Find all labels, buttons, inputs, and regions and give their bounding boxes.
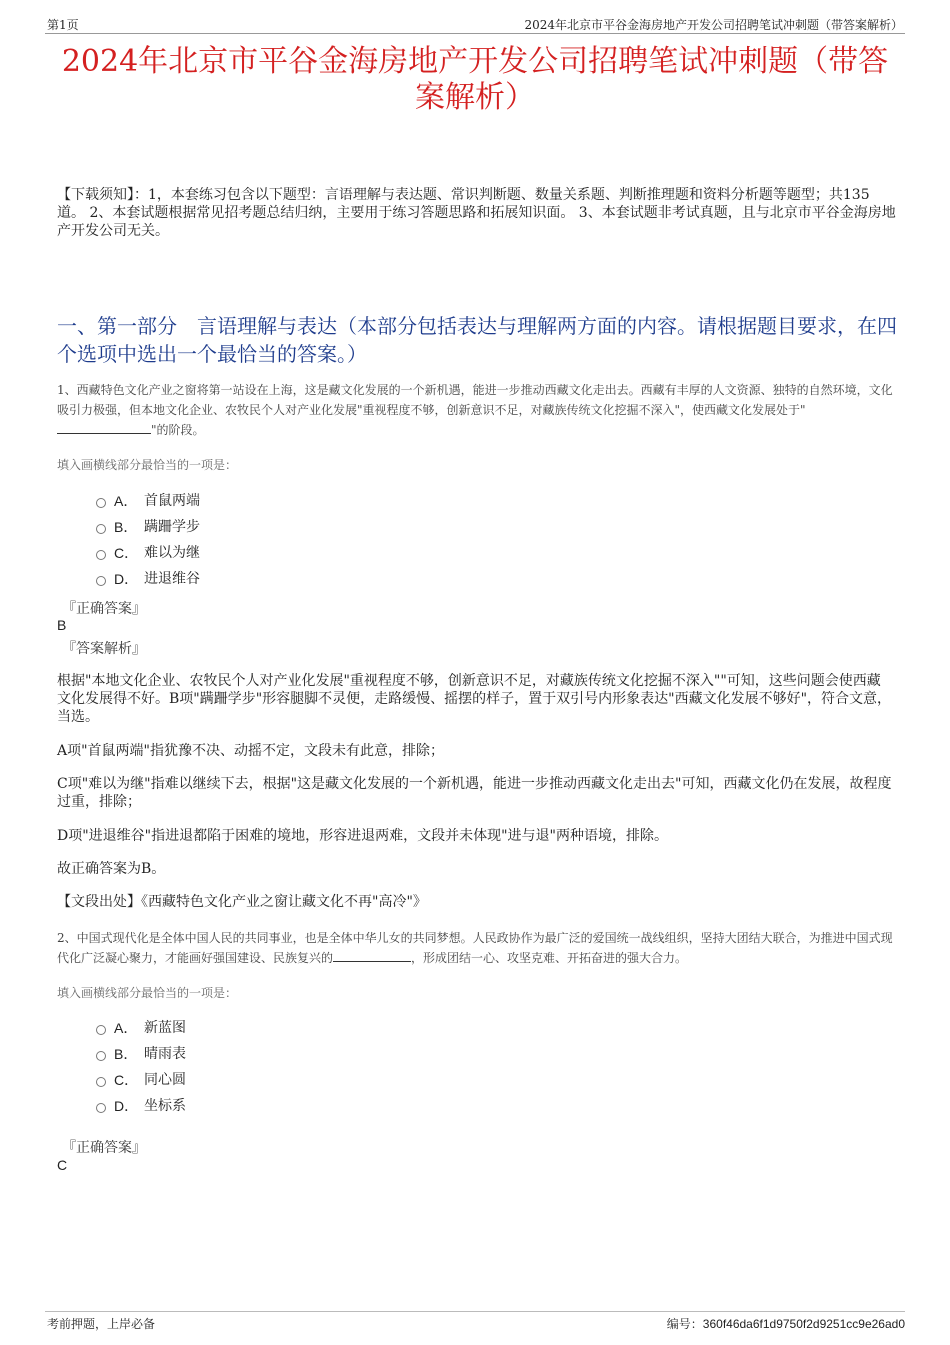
q2-option-d[interactable] <box>96 1097 186 1115</box>
option-text: 首鼠两端 <box>144 493 200 509</box>
question-1-stem <box>57 380 897 440</box>
option-text: 坐标系 <box>144 1098 186 1114</box>
page-number: 第1页 <box>47 18 79 32</box>
running-header-title: 2024年北京市平谷金海房地产开发公司招聘笔试冲刺题（带答案解析） <box>524 18 903 32</box>
radio-icon[interactable] <box>96 1025 106 1035</box>
q2-option-a[interactable] <box>96 1019 186 1037</box>
option-letter: D． <box>114 571 139 587</box>
q2-option-c[interactable] <box>96 1071 186 1089</box>
q2-answer: C <box>57 1157 68 1173</box>
radio-icon[interactable] <box>96 1051 106 1061</box>
q1-analysis-para-2: A项"首鼠两端"指犹豫不决、动摇不定，文段未有此意，排除； <box>57 743 444 759</box>
option-letter: C． <box>114 545 139 561</box>
radio-icon[interactable] <box>96 1077 106 1087</box>
q1-source: 【文段出处】《西藏特色文化产业之窗让藏文化不再"高冷"》 <box>57 894 427 910</box>
option-letter: A． <box>114 1020 138 1036</box>
q1-analysis-label: 『答案解析』 <box>62 641 146 657</box>
radio-icon[interactable] <box>96 498 106 508</box>
option-letter: A． <box>114 493 138 509</box>
q2-answer-label: 『正确答案』 <box>62 1140 146 1156</box>
title-line-2: 案解析） <box>415 80 535 115</box>
option-letter: B． <box>114 1046 138 1062</box>
radio-icon[interactable] <box>96 550 106 560</box>
header-divider <box>45 33 905 34</box>
section-heading: 一、第一部分 言语理解与表达（本部分包括表达与理解两方面的内容。请根据题目要求，在四个选项中选出一个最恰当的答案。） <box>57 314 897 366</box>
question-2-stem <box>57 928 897 968</box>
q1-option-c[interactable] <box>96 544 200 562</box>
q1-analysis-para-5: 故正确答案为B。 <box>57 861 166 877</box>
title-line-1: 2024年北京市平谷金海房地产开发公司招聘笔试冲刺题（带答 <box>61 44 889 79</box>
q2-stem-after: ，形成团结一心、攻坚克难、开拓奋进的强大合力。 <box>411 951 688 965</box>
q1-option-b[interactable] <box>96 518 200 536</box>
q1-blank <box>57 421 151 434</box>
radio-icon[interactable] <box>96 1103 106 1113</box>
q1-stem-after: "的阶段。 <box>151 423 205 437</box>
option-letter: C． <box>114 1072 139 1088</box>
code-label: 编号： <box>666 1317 703 1331</box>
option-text: 蹒跚学步 <box>144 519 200 535</box>
q1-analysis-para-3: C项"难以为继"指难以继续下去，根据"这是藏文化发展的一个新机遇，能进一步推动西藏文化走出去"可知，西藏文化仍在发展，故程度过重，排除； <box>57 776 892 810</box>
option-letter: D． <box>114 1098 139 1114</box>
q2-stem-before: 2、中国式现代化是全体中国人民的共同事业，也是全体中华儿女的共同梦想。人民政协作为最广泛的爱国统一战线组织，坚持大团结大联合，为推进中国式现代化广泛凝心聚力，才能画好强国建设、民族复兴的 <box>57 931 893 965</box>
option-text: 新蓝图 <box>144 1020 186 1036</box>
footer-slogan: 考前押题，上岸必备 <box>47 1317 156 1331</box>
option-letter: B． <box>114 519 138 535</box>
q1-stem-before: 1、西藏特色文化产业之窗将第一站设在上海，这是藏文化发展的一个新机遇，能进一步推动西藏文化走出去。西藏有丰厚的人文资源、独特的自然环境，文化吸引力极强，但本地文化企业、农牧民个人对产业化发展"重视程度不够，创新意识不足，对藏族传统文化挖掘不深入"，使西藏文化发展处于" <box>57 383 893 417</box>
document-title <box>50 44 900 116</box>
q1-answer: B <box>57 617 67 633</box>
option-text: 同心圆 <box>144 1072 186 1088</box>
q1-prompt: 填入画横线部分最恰当的一项是： <box>57 458 238 472</box>
q1-analysis-para-4: D项"进退维谷"指进退都陷于困难的境地，形容进退两难，文段并未体现"进与退"两种语境，排除。 <box>57 828 668 844</box>
footer-divider <box>45 1311 905 1312</box>
q2-prompt: 填入画横线部分最恰当的一项是： <box>57 986 238 1000</box>
download-notice: 【下载须知】：1，本套练习包含以下题型：言语理解与表达题、常识判断题、数量关系题、判断推理题和资料分析题等题型；共135道。 2、本套试题根据常见招考题总结归纳，主要用于练习答题思路和拓展知识面。 3、本套试题非考试真题，且与北京市平谷金海房地产开发公司无关。 <box>57 187 896 239</box>
q1-option-d[interactable] <box>96 570 200 588</box>
q1-option-a[interactable] <box>96 492 200 510</box>
radio-icon[interactable] <box>96 524 106 534</box>
document-code <box>667 1315 905 1332</box>
q1-answer-label: 『正确答案』 <box>62 601 146 617</box>
q2-blank <box>333 949 411 962</box>
code-value: 360f46da6f1d9750f2d9251cc9e26ad0 <box>702 1317 905 1331</box>
option-text: 晴雨表 <box>144 1046 186 1062</box>
q1-analysis-para-1: 根据"本地文化企业、农牧民个人对产业化发展"重视程度不够，创新意识不足，对藏族传统文化挖掘不深入""可知，这些问题会使西藏文化发展得不好。B项"蹒跚学步"形容腿脚不灵便，走路缓慢、摇摆的样子，置于双引号内形象表达"西藏文化发展不够好"，符合文意，当选。 <box>57 673 892 725</box>
option-text: 难以为继 <box>144 545 200 561</box>
option-text: 进退维谷 <box>144 571 200 587</box>
q2-option-b[interactable] <box>96 1045 186 1063</box>
radio-icon[interactable] <box>96 576 106 586</box>
